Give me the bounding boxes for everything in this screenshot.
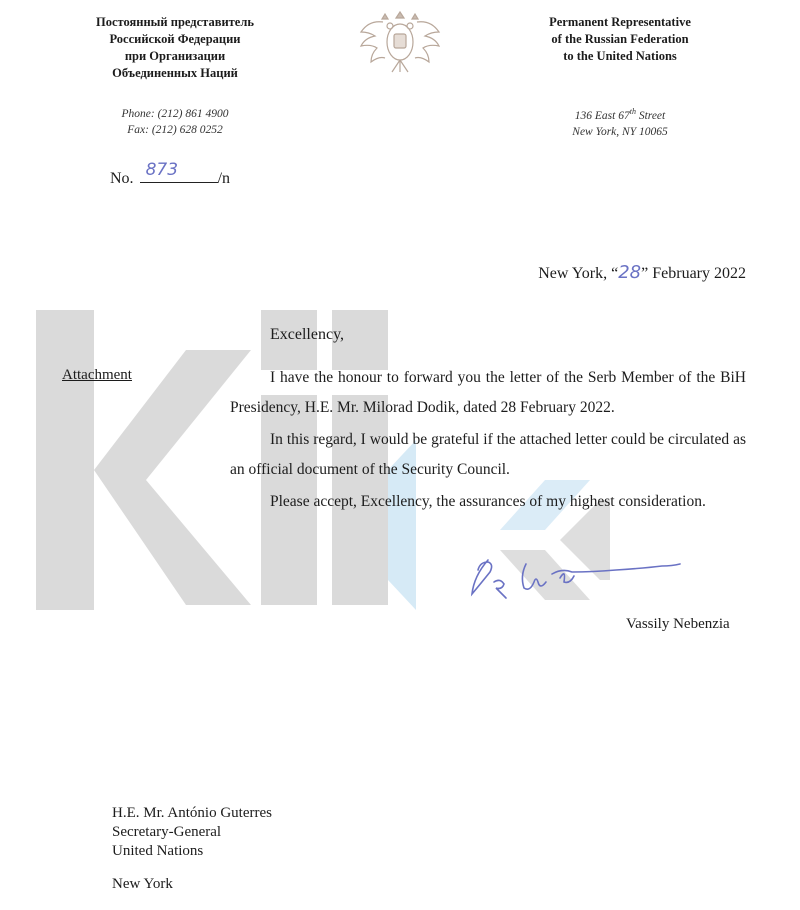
reference-number (110, 160, 231, 188)
letter-date (538, 262, 746, 283)
salutation: Excellency, (270, 326, 345, 343)
header-ru-line: Объединенных Наций (112, 66, 238, 80)
recipient-address (112, 804, 272, 861)
recipient-line: United Nations (112, 843, 204, 859)
header-ru-line: при Организации (124, 49, 226, 63)
recipient-line: H.E. Mr. António Guterres (112, 805, 272, 821)
signer-name: Vassily Nebenzia (626, 616, 730, 632)
city-address: New York, NY 10065 (572, 125, 668, 138)
reference-suffix: /n (217, 170, 231, 187)
handwritten-date-day: 28 (618, 262, 642, 283)
mission-address (505, 104, 735, 140)
reference-prefix: No. (110, 170, 134, 187)
contact-phone-fax (60, 106, 290, 138)
body-paragraph: In this regard, I would be grateful if the attached letter could be circulated as an official document of the Security Council. (230, 431, 746, 478)
header-english (505, 14, 735, 65)
header-en-line: Permanent Representative (549, 15, 691, 29)
header-en-line: of the Russian Federation (551, 32, 689, 46)
street-address: 136 East 67th Street (574, 107, 666, 122)
fax-text: Fax: (212) 628 0252 (127, 124, 223, 136)
attachment-label: Attachment (62, 367, 132, 383)
date-suffix: ” February 2022 (641, 265, 746, 282)
phone-text: Phone: (212) 861 4900 (121, 108, 229, 120)
reference-blank (140, 160, 218, 183)
handwritten-reference-number: 873 (145, 160, 179, 180)
handwritten-signature (460, 548, 700, 608)
body-paragraph: I have the honour to forward you the letter of the Serb Member of the BiH Presidency, H.E. Mr. Milorad Dodik, dated 28 February 2022. (230, 369, 746, 416)
header-ru-line: Российской Федерации (109, 32, 241, 46)
russian-coat-of-arms-icon (345, 6, 455, 76)
body-paragraph: Please accept, Excellency, the assurances of my highest consideration. (270, 493, 706, 510)
recipient-line: Secretary-General (112, 824, 222, 840)
header-russian (60, 14, 290, 82)
header-ru-line: Постоянный представитель (96, 15, 254, 29)
date-prefix: New York, “ (538, 265, 619, 282)
recipient-city: New York (112, 876, 173, 892)
header-en-line: to the United Nations (563, 49, 677, 63)
